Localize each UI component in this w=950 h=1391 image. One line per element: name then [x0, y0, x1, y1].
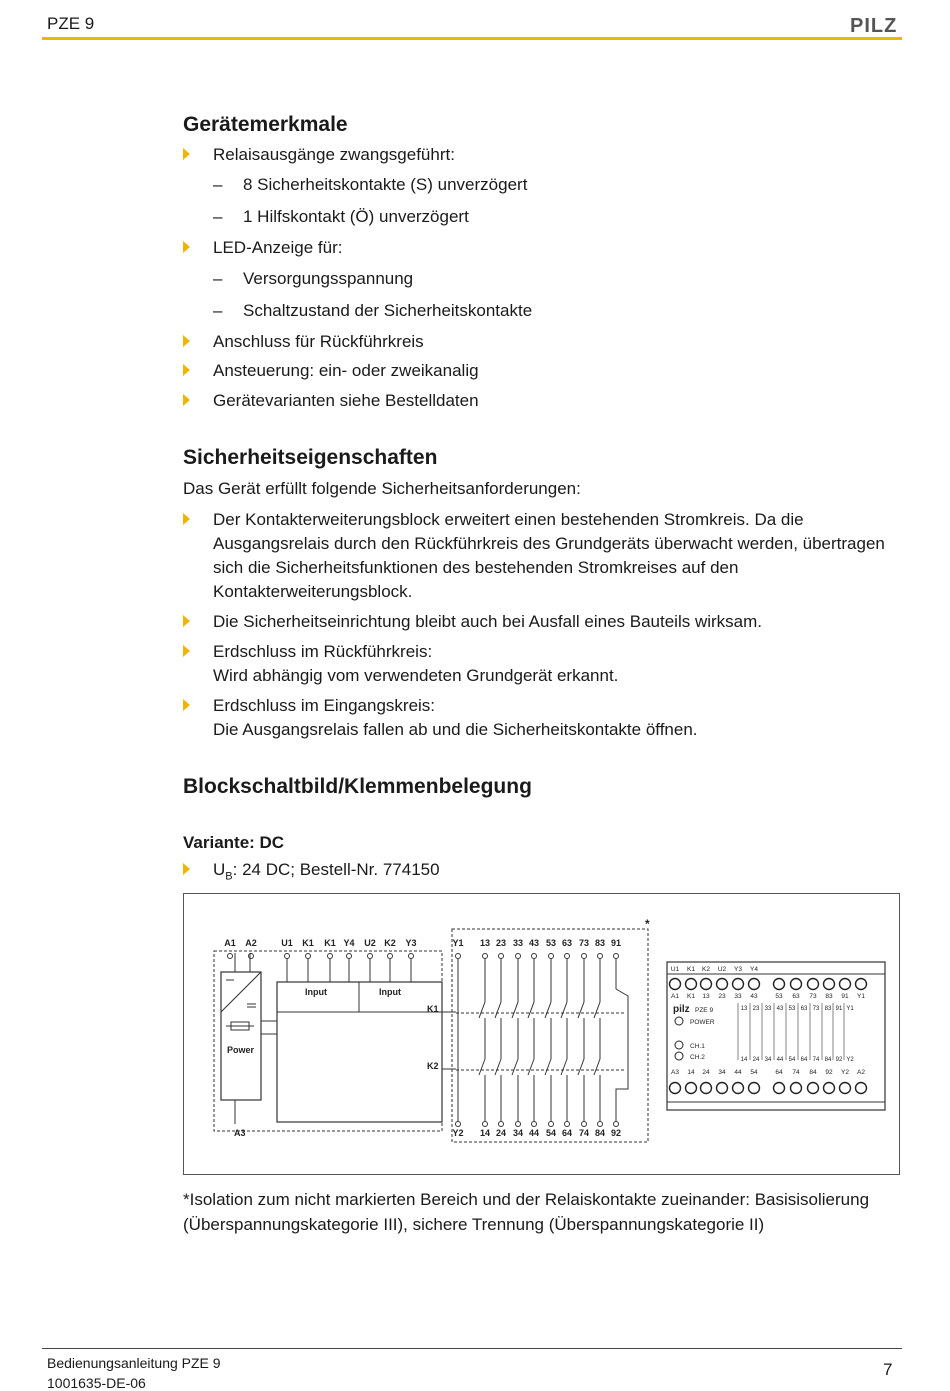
device-terminal-screw: [717, 1083, 728, 1094]
safety-bullet-2: Die Sicherheitseinrichtung bleibt auch bei Ausfall eines Bauteils wirksam.: [183, 610, 893, 634]
device-terminal-label: 74: [792, 1069, 800, 1076]
document-title: PZE 9: [47, 14, 95, 33]
device-terminal-screw: [733, 979, 744, 990]
relay-contacts: [458, 959, 628, 1121]
contact-switch: [545, 1059, 551, 1075]
terminal-dot: [285, 954, 290, 959]
contact-switch: [561, 1059, 567, 1075]
contact-switch: [594, 1002, 600, 1018]
terminal-dot: [306, 954, 311, 959]
device-terminal-screw: [686, 979, 697, 990]
terminal-label: 44: [528, 1128, 540, 1138]
device-terminal-screw: [733, 1083, 744, 1094]
input-label-1: Input: [305, 987, 327, 997]
device-terminal-label: 92: [825, 1069, 833, 1076]
device-terminal-label: 33: [734, 993, 742, 1000]
relay-k1-label: K1: [427, 1004, 439, 1014]
contact-switch: [479, 1002, 485, 1018]
bullet-marker-icon: [183, 394, 190, 406]
terminal-label: U2: [364, 938, 376, 948]
terminal-label: 54: [545, 1128, 557, 1138]
device-terminal-label: A3: [671, 1069, 679, 1076]
contact-switch: [528, 1002, 534, 1018]
contact-switch: [512, 1002, 518, 1018]
terminal-dot: [456, 1122, 461, 1127]
bullet-marker-icon: [183, 645, 190, 657]
input-wires: [287, 959, 411, 982]
device-inner-label: 74: [812, 1057, 820, 1063]
terminal-label: 53: [545, 938, 557, 948]
variant-bullet: $U_B$: 24 DC; Bestell-Nr. 774150: [183, 858, 893, 888]
footer-manual-title: Bedienungsanleitung PZE 9: [47, 1355, 221, 1371]
device-inner-label: 83: [824, 1006, 832, 1012]
aux-contact: [616, 989, 628, 1121]
terminal-label: 43: [528, 938, 540, 948]
device-inner-label: 14: [740, 1057, 748, 1063]
terminal-label: 63: [561, 938, 573, 948]
features-bullet-1: Relaisausgänge zwangsgeführt:: [183, 143, 893, 167]
bullet-marker-icon: [183, 335, 190, 347]
terminal-label: A1: [224, 938, 236, 948]
top-left-terminals: [224, 938, 416, 959]
device-terminal-screw: [840, 979, 851, 990]
device-inner-label: 44: [776, 1057, 784, 1063]
power-block: [221, 972, 261, 1100]
contact-switch: [594, 1059, 600, 1075]
terminal-dot: [409, 954, 414, 959]
bottom-right-terminals: [452, 1122, 621, 1139]
terminal-label: Y4: [343, 938, 355, 948]
terminal-dot: [549, 954, 554, 959]
device-inner-label: 13: [740, 1006, 748, 1012]
device-terminal-label: Y3: [734, 966, 742, 973]
device-terminal-screw: [808, 979, 819, 990]
device-terminal-screw: [717, 979, 728, 990]
power-label: Power: [227, 1045, 255, 1055]
terminal-label: 64: [561, 1128, 573, 1138]
device-terminal-label: 91: [841, 993, 849, 1000]
terminal-label: U1: [281, 938, 293, 948]
device-terminal-label: A1: [671, 993, 679, 1000]
terminal-label: K1: [324, 938, 336, 948]
variant-heading: Variante: DC: [183, 833, 285, 852]
device-terminal-label: K2: [702, 966, 710, 973]
terminal-dot: [614, 954, 619, 959]
device-terminal-label: Y4: [750, 966, 758, 973]
terminal-dot: [388, 954, 393, 959]
device-terminal-label: Y2: [841, 1069, 849, 1076]
device-terminal-label: U1: [670, 966, 680, 973]
terminal-label: 74: [578, 1128, 590, 1138]
device-terminal-label: 13: [702, 993, 710, 1000]
contact-switch: [528, 1059, 534, 1075]
terminal-dot: [532, 1122, 537, 1127]
device-inner-label: 23: [752, 1006, 760, 1012]
device-terminal-label: 63: [792, 993, 800, 1000]
device-inner-label: Y1: [846, 1006, 854, 1012]
device-terminal-screw: [856, 1083, 867, 1094]
block-heading: Blockschaltbild/Klemmenbelegung: [183, 775, 532, 798]
contact-switch: [578, 1059, 584, 1075]
device-inner-label: 53: [788, 1006, 796, 1012]
device-terminal-label: 43: [750, 993, 758, 1000]
asterisk-mark: *: [645, 917, 650, 931]
terminal-dot: [598, 1122, 603, 1127]
terminal-label: 92: [610, 1128, 622, 1138]
terminal-label: 84: [594, 1128, 606, 1138]
contact-switch: [512, 1059, 518, 1075]
footnote: *Isolation zum nicht markierten Bereich und der Relaiskontakte zueinander: Basisisolierung (Überspannungskategorie III), sichere Trennung (Überspannungskategorie II): [183, 1190, 870, 1234]
terminal-label: A2: [245, 938, 257, 948]
device-brand: pilz: [673, 1004, 690, 1015]
device-terminal-screw: [856, 979, 867, 990]
terminal-dot: [614, 1122, 619, 1127]
safety-heading: Sicherheitseigenschaften: [183, 446, 438, 469]
device-terminal-label: K1: [687, 993, 695, 1000]
block-diagram-svg: [184, 894, 901, 1176]
device-inner-label: 34: [764, 1057, 772, 1063]
features-bullet-3: Anschluss für Rückführkreis: [183, 330, 893, 354]
isolated-section-frame: [452, 929, 648, 1142]
device-inner-label: 43: [776, 1006, 784, 1012]
terminal-dot: [565, 1122, 570, 1127]
bullet-marker-icon: [183, 241, 190, 253]
device-inner-label: 54: [788, 1057, 796, 1063]
device-model: PZE 9: [695, 1007, 714, 1014]
device-terminal-label: 73: [809, 993, 817, 1000]
contact-switch: [545, 1002, 551, 1018]
device-terminal-label: 24: [702, 1069, 710, 1076]
terminal-label: 91: [610, 938, 622, 948]
terminal-label: 13: [479, 938, 491, 948]
device-inner-label: 84: [824, 1057, 832, 1063]
terminal-label: 73: [578, 938, 590, 948]
terminal-dot: [368, 954, 373, 959]
features-heading: Gerätemerkmale: [183, 113, 348, 136]
terminal-dot: [483, 1122, 488, 1127]
terminal-label: 14: [479, 1128, 491, 1138]
safety-bullet-4: Erdschluss im Eingangskreis: Die Ausgangsrelais fallen ab und die Sicherheitskontakte öffnen.: [183, 694, 893, 742]
features-bullet-5: Gerätevarianten siehe Bestelldaten: [183, 389, 893, 413]
device-terminal-screw: [791, 979, 802, 990]
device-terminal-label: A2: [857, 1069, 865, 1076]
device-inner-label: 63: [800, 1006, 808, 1012]
device-terminal-label: K1: [687, 966, 695, 973]
device-inner-label: 73: [812, 1006, 820, 1012]
device-terminal-screw: [840, 1083, 851, 1094]
terminal-dot: [499, 1122, 504, 1127]
terminal-label: Y3: [405, 938, 417, 948]
device-terminal-screw: [701, 979, 712, 990]
page-number: 7: [883, 1360, 893, 1379]
terminal-dot: [456, 954, 461, 959]
input-label-2: Input: [379, 987, 401, 997]
device-terminal-label: Y1: [857, 993, 865, 1000]
contact-switch: [561, 1002, 567, 1018]
device-terminal-label: 53: [775, 993, 783, 1000]
terminal-dot: [228, 954, 233, 959]
device-inner-label: 91: [835, 1006, 843, 1012]
terminal-dot: [549, 1122, 554, 1127]
device-terminal-screw: [670, 1083, 681, 1094]
contact-switch: [578, 1002, 584, 1018]
device-terminal-screw: [774, 979, 785, 990]
terminal-dot: [347, 954, 352, 959]
device-terminal-screw: [749, 979, 760, 990]
device-terminal-screw: [749, 1083, 760, 1094]
terminal-dot: [328, 954, 333, 959]
header-rule: [42, 37, 902, 40]
device-terminal-label: 84: [809, 1069, 817, 1076]
pilz-logo-text: PILZ: [850, 15, 898, 36]
safety-bullet-3: Erdschluss im Rückführkreis: Wird abhängig vom verwendeten Grundgerät erkannt.: [183, 640, 893, 688]
device-front: [667, 962, 885, 1110]
bullet-marker-icon: [183, 364, 190, 376]
bullet-marker-icon: [183, 148, 190, 160]
terminal-a3: A3: [234, 1128, 246, 1138]
device-terminal-label: 14: [687, 1069, 695, 1076]
device-terminal-label: 34: [718, 1069, 726, 1076]
bullet-marker-icon: [183, 699, 190, 711]
terminal-label: 83: [594, 938, 606, 948]
led-ch2-label: CH.2: [690, 1054, 705, 1061]
device-terminal-label: 54: [750, 1069, 758, 1076]
pilz-logo: [850, 14, 902, 36]
features-bullet-4: Ansteuerung: ein- oder zweikanalig: [183, 359, 893, 383]
terminal-label: 33: [512, 938, 524, 948]
terminal-label: 24: [495, 1128, 507, 1138]
bullet-marker-icon: [183, 863, 190, 875]
terminal-dot: [532, 954, 537, 959]
footer-rule: [42, 1348, 902, 1349]
device-terminal-screw: [824, 979, 835, 990]
device-terminal-screw: [670, 979, 681, 990]
terminal-dot: [249, 954, 254, 959]
left-section-frame: [214, 951, 442, 1131]
device-terminal-screw: [791, 1083, 802, 1094]
terminal-dot: [565, 954, 570, 959]
terminal-dot: [516, 954, 521, 959]
device-terminal-screw: [808, 1083, 819, 1094]
terminal-label: 23: [495, 938, 507, 948]
led-power-label: POWER: [690, 1019, 715, 1026]
terminal-label: 34: [512, 1128, 524, 1138]
device-terminal-screw: [686, 1083, 697, 1094]
terminal-label: Y1: [452, 938, 464, 948]
contact-switch: [495, 1059, 501, 1075]
features-bullet-2: LED-Anzeige für:: [183, 236, 893, 260]
terminal-dot: [483, 954, 488, 959]
block-diagram: [183, 893, 900, 1175]
relay-k2-label: K2: [427, 1061, 439, 1071]
device-terminal-screw: [824, 1083, 835, 1094]
safety-bullet-1: Der Kontakterweiterungsblock erweitert einen bestehenden Stromkreis. Da die Ausgangsrelais durch den Rückführkreis des Grundgeräts überwacht werden, übertragen sich die Sicherheitsfunktionen des bestehenden Stromkreises auf den Kontakterweiterungsblock.: [183, 508, 893, 604]
bullet-marker-icon: [183, 513, 190, 525]
contact-switch: [479, 1059, 485, 1075]
device-inner-label: 33: [764, 1006, 772, 1012]
contact-switch: [495, 1002, 501, 1018]
device-terminal-label: 83: [825, 993, 833, 1000]
device-inner-label: Y2: [846, 1057, 854, 1063]
bullet-marker-icon: [183, 615, 190, 627]
device-inner-label: 64: [800, 1057, 808, 1063]
terminal-dot: [582, 954, 587, 959]
terminal-label: Y2: [452, 1128, 464, 1138]
terminal-label: K2: [384, 938, 396, 948]
led-ch1-label: CH.1: [690, 1043, 705, 1050]
terminal-label: K1: [302, 938, 314, 948]
top-right-terminals: [452, 938, 621, 959]
terminal-dot: [516, 1122, 521, 1127]
device-terminal-screw: [774, 1083, 785, 1094]
footer-doc-number: 1001635-DE-06: [47, 1375, 146, 1391]
device-terminal-label: 23: [718, 993, 726, 1000]
terminal-dot: [582, 1122, 587, 1127]
safety-intro: Das Gerät erfüllt folgende Sicherheitsanforderungen:: [183, 479, 581, 498]
device-terminal-label: 44: [734, 1069, 742, 1076]
terminal-dot: [598, 954, 603, 959]
device-terminal-screw: [701, 1083, 712, 1094]
device-terminal-label: U2: [717, 966, 727, 973]
device-inner-label: 92: [835, 1057, 843, 1063]
device-terminal-label: 64: [775, 1069, 783, 1076]
device-inner-label: 24: [752, 1057, 760, 1063]
terminal-dot: [499, 954, 504, 959]
